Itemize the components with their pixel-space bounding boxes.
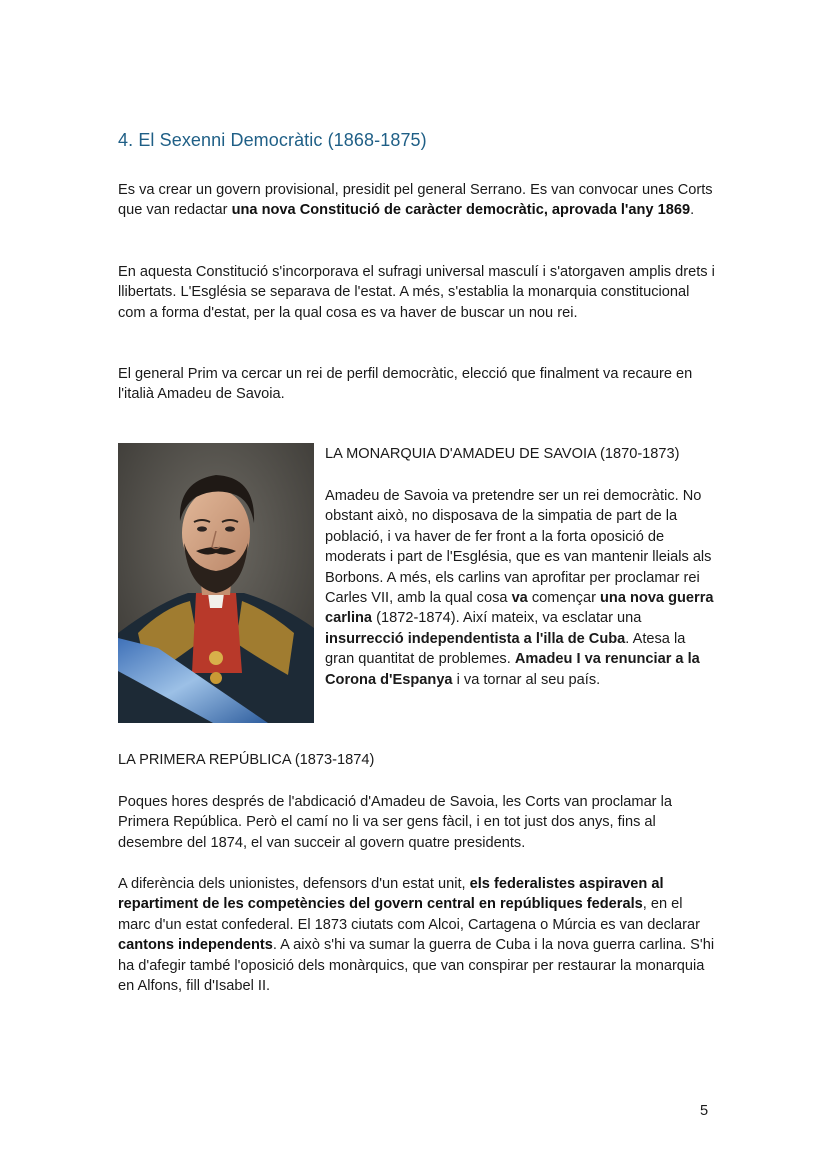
amadeu-portrait: [118, 443, 314, 723]
section-title: 4. El Sexenni Democràtic (1868-1875): [118, 130, 427, 150]
bold-run: una nova Constitució de caràcter democràtic, aprovada l'any 1869: [231, 202, 691, 219]
paragraph-prim: [118, 364, 718, 405]
text-run: i va tornar al seu país.: [452, 671, 601, 688]
text-run: . Atesa la gran quantitat de problemes.: [325, 630, 686, 668]
text-run: Poques hores després de l'abdicació d'Amadeu de Savoia, les Corts van proclamar la Primera República. Però el camí no li va ser gens fàcil, i en tot just dos anys, fins al desembre del 1874, el van succeir al govern quatre presidents.: [118, 794, 672, 851]
text-run: començar: [527, 590, 600, 607]
amadeu-paragraph: [325, 486, 717, 690]
amadeu-heading: LA MONARQUIA D'AMADEU DE SAVOIA (1870-1873): [325, 446, 680, 462]
bold-run: va: [511, 590, 528, 607]
text-run: A diferència dels unionistes, defensors d'un estat unit,: [118, 876, 470, 892]
text-run: . A això s'hi va sumar la guerra de Cuba i la nova guerra carlina. S'hi ha d'afegir també l'oposició dels monàrquics, que van conspirar per restaurar la monarquia en Alfons, fill d'Isabel II.: [118, 937, 715, 995]
paragraph-federalists: [118, 874, 718, 996]
page-number: 5: [700, 1103, 709, 1119]
text-run: , en el marc d'un estat confederal. El 1873 ciutats com Alcoi, Cartagena o Múrcia es van declarar: [118, 896, 700, 933]
bold-run: els federalistes aspiraven al repartiment de les competències del govern central en repúbliques federals: [118, 876, 664, 913]
bold-run: cantons independents: [118, 937, 273, 954]
bold-run: una nova guerra carlina: [325, 590, 714, 627]
bold-run: Amadeu I va renunciar a la Corona d'Espanya: [325, 651, 700, 688]
paragraph-provisional-government: [118, 180, 718, 221]
text-run: En aquesta Constitució s'incorporava el sufragi universal masculí i s'atorgaven amplis drets i llibertats. L'Església se separava de l'estat. A més, s'establia la monarquia constitucional com a forma d'estat, per la qual cosa es va haver de buscar un nou rei.: [118, 264, 715, 321]
text-run: (1872-1874). Així mateix, va esclatar una: [372, 610, 642, 627]
text-run: Es va crear un govern provisional, presidit pel general Serrano. Es van convocar unes Corts que van redactar: [118, 182, 713, 219]
text-run: El general Prim va cercar un rei de perfil democràtic, elecció que finalment va recaure en l'italià Amadeu de Savoia.: [118, 366, 693, 403]
paragraph-constitution: [118, 262, 718, 323]
republica-heading: LA PRIMERA REPÚBLICA (1873-1874): [118, 752, 375, 768]
text-run: .: [690, 202, 695, 219]
paragraph-republica-proclamation: [118, 792, 718, 853]
text-run: Amadeu de Savoia va pretendre ser un rei democràtic. No obstant això, no disposava de la simpatia de part de la població, i va haver de fer front a la forta oposició de moderats i part de l'Església, que es van mantenir lleials als Borbons. A més, els carlins van aprofitar per proclamar rei Carles VII, amb la qual cosa: [325, 488, 712, 607]
bold-run: insurrecció independentista a l'illa de Cuba: [325, 630, 626, 647]
